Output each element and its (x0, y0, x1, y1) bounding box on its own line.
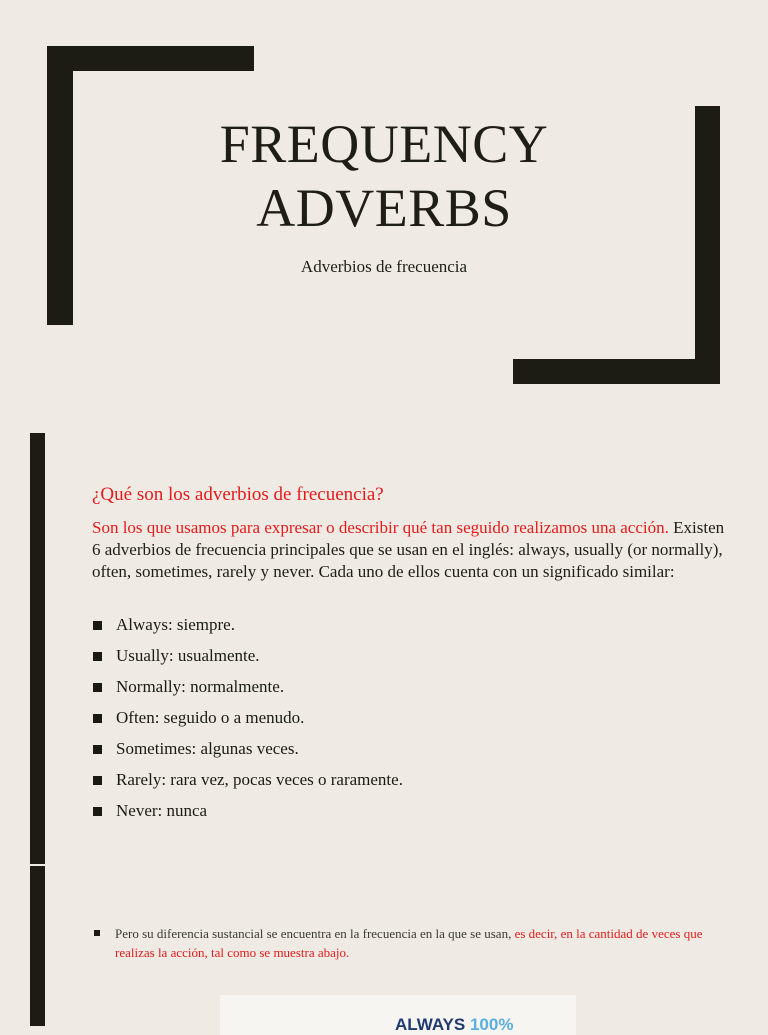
frequency-note (92, 924, 725, 962)
bullet-icon (93, 807, 102, 816)
frame-bracket-bottom-right-horizontal (513, 359, 720, 384)
list-item: Never: nunca (92, 800, 403, 831)
bullet-icon (93, 683, 102, 692)
scale-label-percent: 100% (469, 1015, 514, 1034)
bullet-icon (93, 714, 102, 723)
note-highlight: es decir, en la cantidad de veces que realizas la acción, tal como se muestra abajo. (115, 926, 703, 960)
title-line-2: ADVERBS (256, 178, 512, 238)
bullet-icon (94, 930, 100, 936)
list-item: Rarely: rara vez, pocas veces o raramente. (92, 769, 403, 800)
question-heading: ¿Qué son los adverbios de frecuencia? (92, 484, 384, 505)
title-slide (0, 0, 768, 410)
intro-description: Existen 6 adverbios de frecuencia principales que se usan en el inglés: always, usually (or normally), often, sometimes, rarely y never. Cada uno de ellos cuenta con un significado similar: (92, 518, 725, 581)
bullet-icon (93, 652, 102, 661)
bullet-icon (93, 621, 102, 630)
list-item: Sometimes: algunas veces. (92, 738, 403, 769)
slide-title (0, 112, 768, 240)
slide-subtitle: Adverbios de frecuencia (300, 257, 468, 276)
intro-paragraph (92, 517, 732, 583)
scale-label-word: ALWAYS (395, 1015, 466, 1034)
left-accent-bar-upper (30, 433, 45, 864)
scale-label (395, 1015, 513, 1035)
adverb-list (92, 614, 403, 831)
frame-bracket-top-left-horizontal (47, 46, 254, 71)
list-item: Normally: normalmente. (92, 676, 403, 707)
frequency-scale-image (220, 995, 576, 1035)
bullet-icon (93, 745, 102, 754)
note-text: Pero su diferencia sustancial se encuentra en la frecuencia en la que se usan, (115, 926, 515, 941)
content-slide (0, 410, 768, 1034)
list-item: Always: siempre. (92, 614, 403, 645)
bullet-icon (93, 776, 102, 785)
list-item: Usually: usualmente. (92, 645, 403, 676)
list-item: Often: seguido o a menudo. (92, 707, 403, 738)
left-accent-bar-lower (30, 866, 45, 1026)
intro-definition: Son los que usamos para expresar o describir qué tan seguido realizamos una acción. (92, 518, 669, 537)
title-line-1: FREQUENCY (219, 114, 549, 174)
